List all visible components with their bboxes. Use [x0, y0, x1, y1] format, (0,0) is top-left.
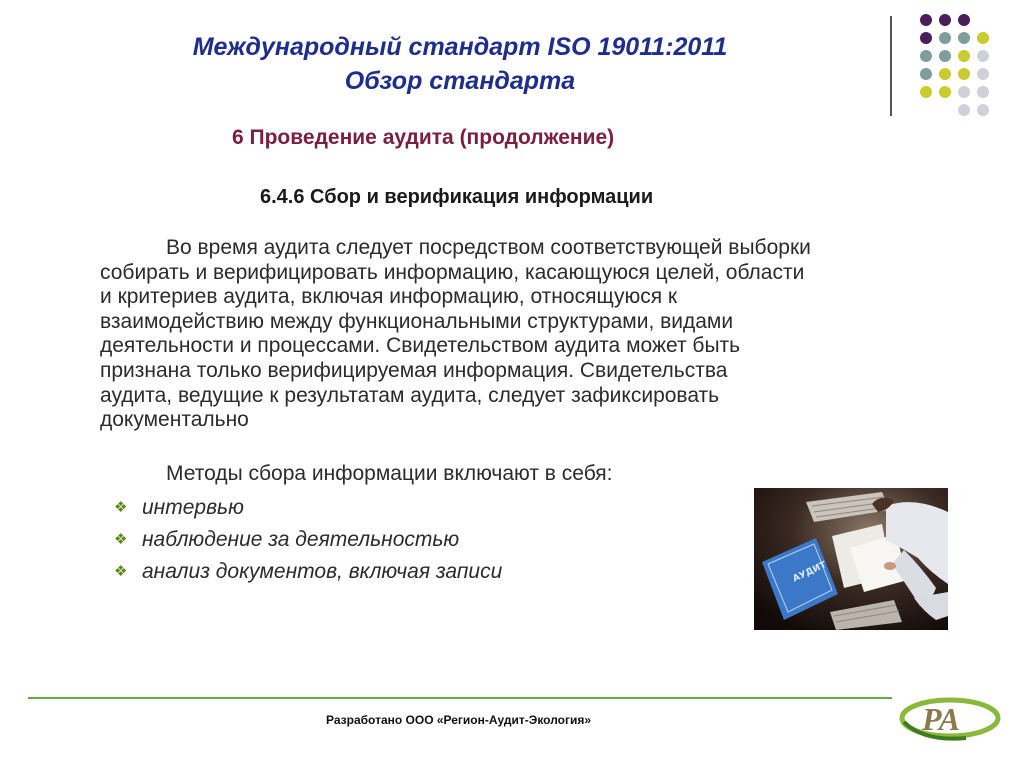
body-line: документально: [100, 408, 249, 432]
dot: [939, 68, 951, 80]
dot: [977, 50, 989, 62]
list-item-label: интервью: [142, 496, 244, 519]
body-line: собирать и верифицировать информацию, касающуюся целей, области: [100, 260, 805, 284]
list-item-label: анализ документов, включая записи: [142, 560, 503, 583]
body-line: Во время аудита следует посредством соответствующей выборки: [166, 236, 811, 259]
dot: [920, 50, 932, 62]
dot: [958, 50, 970, 62]
dot: [958, 32, 970, 44]
diamond-bullet-icon: ❖: [114, 499, 128, 516]
dot: [977, 68, 989, 80]
dot: [920, 14, 932, 26]
dot-empty: [939, 104, 953, 117]
dot: [977, 104, 989, 116]
audit-photo: [754, 488, 948, 630]
body-line: взаимодействию между функциональными структурами, видами: [100, 309, 734, 333]
dot: [939, 32, 951, 44]
diamond-bullet-icon: ❖: [114, 563, 128, 580]
header-divider: [890, 16, 892, 116]
title-line-1: Международный стандарт ISO 19011:2011: [192, 33, 728, 61]
body-line: признана только верифицируемая информация. Свидетельства: [100, 358, 728, 382]
list-item: [114, 556, 502, 588]
methods-intro: Методы сбора информации включают в себя:: [166, 462, 613, 485]
dot: [939, 50, 951, 62]
logo-letters: РА: [922, 701, 961, 737]
slide-title: [150, 30, 770, 98]
dot: [958, 14, 970, 26]
dot: [958, 86, 970, 98]
dot: [939, 86, 951, 98]
dot-empty: [920, 104, 934, 117]
section-heading: 6 Проведение аудита (продолжение): [232, 126, 615, 149]
footer-credit: Разработано ООО «Регион-Аудит-Экология»: [326, 713, 592, 727]
dot: [977, 32, 989, 44]
dot: [958, 104, 970, 116]
subsection-heading: 6.4.6 Сбор и верификация информации: [260, 186, 654, 208]
list-item: [114, 492, 502, 524]
dot: [920, 32, 932, 44]
body-line: и критериев аудита, включая информацию, относящуюся к: [100, 285, 678, 309]
dot: [920, 86, 932, 98]
diamond-bullet-icon: ❖: [114, 531, 128, 548]
body-line: деятельности и процессами. Свидетельством аудита может быть: [100, 334, 741, 358]
dot: [977, 86, 989, 98]
list-item-label: наблюдение за деятельностью: [142, 528, 460, 551]
dot-empty: [977, 14, 991, 27]
book-label: АУДИТ: [791, 560, 828, 585]
dot: [958, 68, 970, 80]
footer-divider: [28, 697, 892, 699]
list-item: [114, 524, 502, 556]
methods-list: [114, 492, 502, 588]
body-line: аудита, ведущие к результатам аудита, следует зафиксировать: [100, 383, 720, 407]
decorative-dot-grid: [920, 14, 991, 117]
title-line-2: Обзор стандарта: [344, 67, 576, 95]
dot: [939, 14, 951, 26]
dot: [920, 68, 932, 80]
body-paragraph: [100, 236, 980, 433]
company-logo: [894, 688, 1002, 746]
